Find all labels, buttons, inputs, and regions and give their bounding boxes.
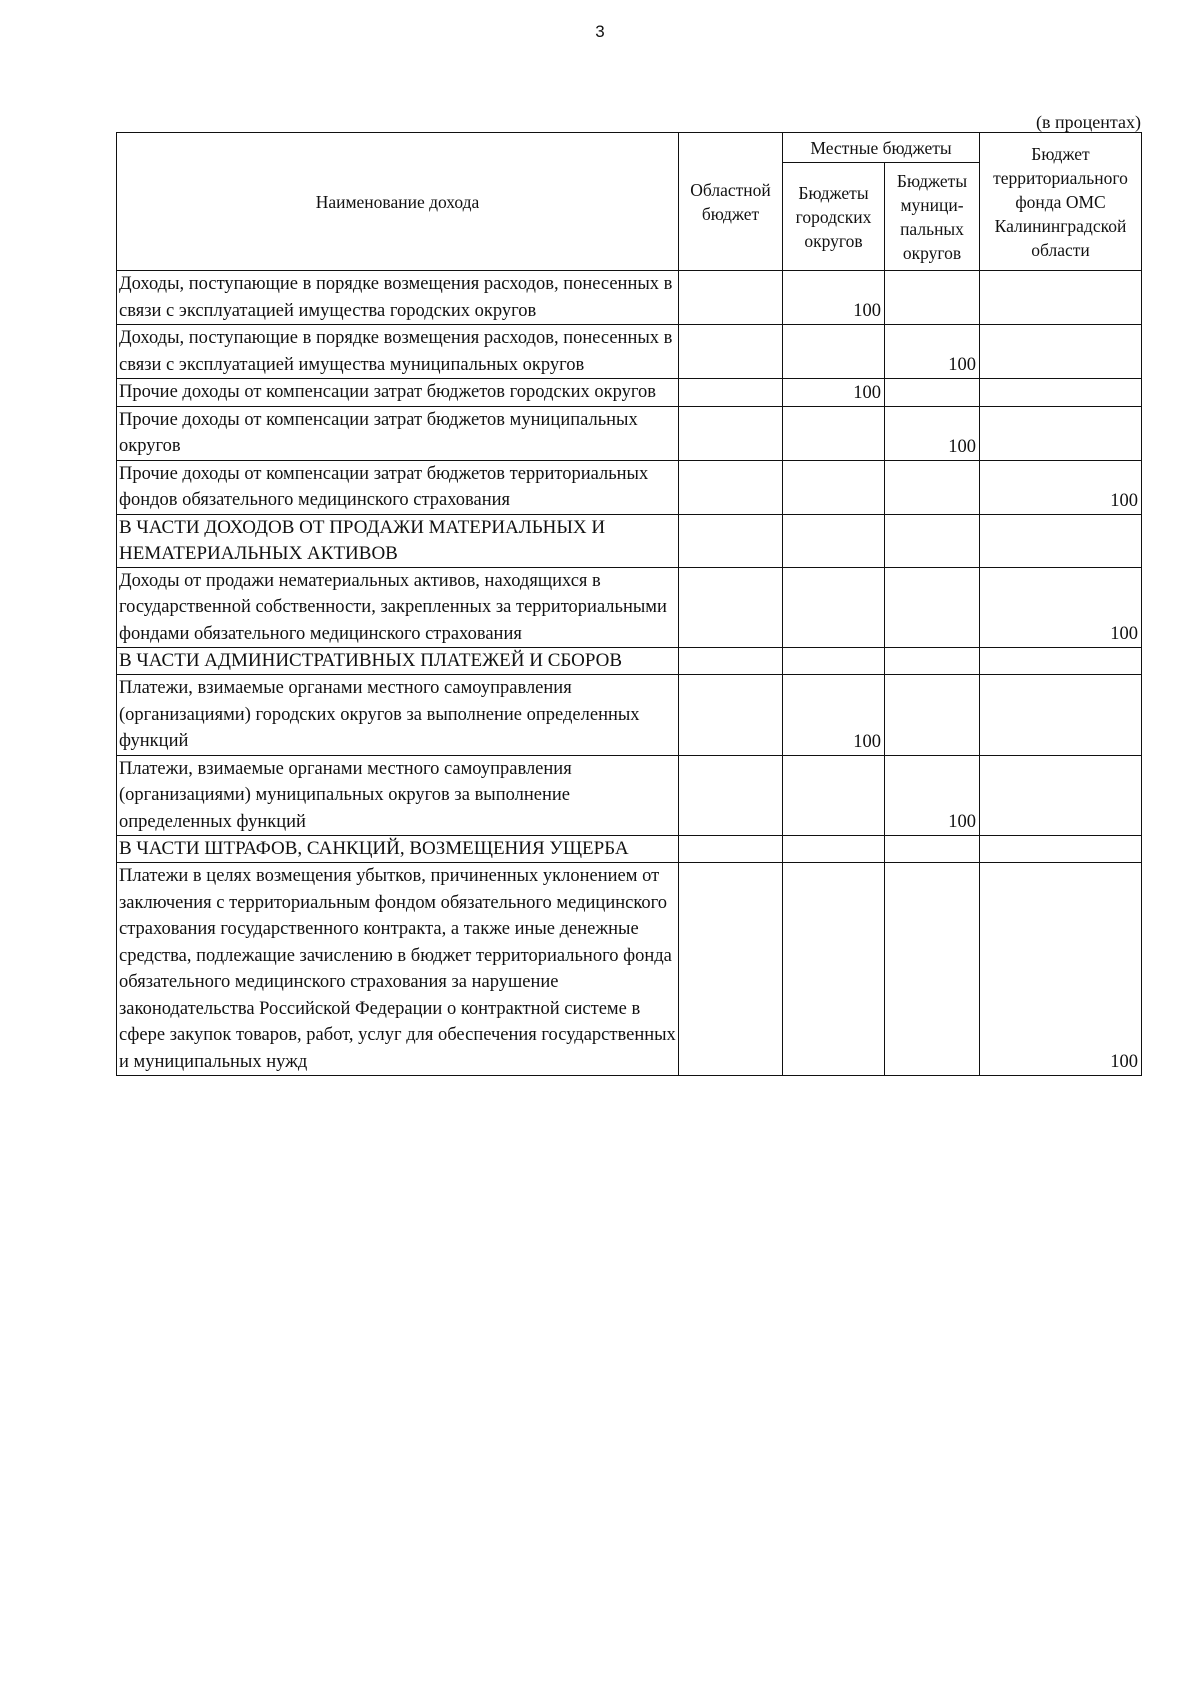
regional-cell (679, 836, 783, 863)
header-oms-fund: Бюджет территориального фонда ОМС Калининградской области (980, 133, 1142, 271)
revenue-name: Доходы, поступающие в порядке возмещения расходов, понесенных в связи с эксплуатацией имущества городских округов (117, 271, 679, 325)
section-row (117, 836, 1142, 863)
table-row (117, 271, 1142, 325)
municipal-cell (885, 675, 980, 756)
regional-cell (679, 406, 783, 460)
municipal-cell (885, 648, 980, 675)
page-number: 3 (595, 22, 605, 41)
oms-cell (980, 755, 1142, 836)
municipal-cell (885, 514, 980, 567)
section-title: В ЧАСТИ ДОХОДОВ ОТ ПРОДАЖИ МАТЕРИАЛЬНЫХ И НЕМАТЕРИАЛЬНЫХ АКТИВОВ (117, 514, 679, 567)
urban-cell: 100 (783, 271, 885, 325)
urban-cell (783, 863, 885, 1076)
oms-cell (980, 836, 1142, 863)
regional-cell (679, 271, 783, 325)
municipal-cell (885, 271, 980, 325)
oms-cell: 100 (980, 460, 1142, 514)
header-regional: Областной бюджет (679, 133, 783, 271)
table-body (117, 271, 1142, 1076)
oms-cell (980, 406, 1142, 460)
table-row (117, 325, 1142, 379)
table-row (117, 863, 1142, 1076)
regional-cell (679, 379, 783, 407)
urban-cell (783, 514, 885, 567)
municipal-cell (885, 836, 980, 863)
header-local-budgets: Местные бюджеты (783, 133, 980, 163)
header-urban-districts: Бюджеты городских округов (783, 163, 885, 271)
revenue-name: Прочие доходы от компенсации затрат бюджетов территориальных фондов обязательного медицинского страхования (117, 460, 679, 514)
table-row (117, 406, 1142, 460)
regional-cell (679, 755, 783, 836)
regional-cell (679, 863, 783, 1076)
units-note: (в процентах) (1036, 112, 1141, 132)
municipal-cell (885, 379, 980, 407)
table-row (117, 675, 1142, 756)
table-row (117, 567, 1142, 648)
revenue-name: Доходы, поступающие в порядке возмещения расходов, понесенных в связи с эксплуатацией имущества муниципальных округов (117, 325, 679, 379)
oms-cell (980, 325, 1142, 379)
table-row (117, 379, 1142, 407)
urban-cell (783, 325, 885, 379)
header-name: Наименование дохода (117, 133, 679, 271)
urban-cell (783, 755, 885, 836)
municipal-cell (885, 460, 980, 514)
section-row (117, 514, 1142, 567)
oms-cell: 100 (980, 567, 1142, 648)
section-title: В ЧАСТИ ШТРАФОВ, САНКЦИЙ, ВОЗМЕЩЕНИЯ УЩЕРБА (117, 836, 679, 863)
revenue-name: Платежи в целях возмещения убытков, причиненных уклонением от заключения с территориальным фондом обязательного медицинского страхования государственного контракта, а также иные денежные средства, подлежащие зачислению в бюджет территориального фонда обязательного медицинского страхования за нарушение законодательства Российской Федерации о контрактной системе в сфере закупок товаров, работ, услуг для обеспечения государственных и муниципальных нужд (117, 863, 679, 1076)
revenue-name: Прочие доходы от компенсации затрат бюджетов городских округов (117, 379, 679, 407)
municipal-cell (885, 863, 980, 1076)
revenue-name: Доходы от продажи нематериальных активов, находящихся в государственной собственности, закрепленных за территориальными фондами обязательного медицинского страхования (117, 567, 679, 648)
municipal-cell: 100 (885, 325, 980, 379)
table-row (117, 460, 1142, 514)
revenue-name: Платежи, взимаемые органами местного самоуправления (организациями) муниципальных округов за выполнение определенных функций (117, 755, 679, 836)
municipal-cell: 100 (885, 406, 980, 460)
oms-cell (980, 648, 1142, 675)
urban-cell: 100 (783, 379, 885, 407)
urban-cell (783, 460, 885, 514)
revenue-name: Прочие доходы от компенсации затрат бюджетов муниципальных округов (117, 406, 679, 460)
revenue-name: Платежи, взимаемые органами местного самоуправления (организациями) городских округов за выполнение определенных функций (117, 675, 679, 756)
section-row (117, 648, 1142, 675)
urban-cell: 100 (783, 675, 885, 756)
revenue-distribution-table (116, 132, 1142, 1076)
municipal-cell: 100 (885, 755, 980, 836)
regional-cell (679, 648, 783, 675)
oms-cell (980, 675, 1142, 756)
regional-cell (679, 460, 783, 514)
regional-cell (679, 514, 783, 567)
municipal-cell (885, 567, 980, 648)
urban-cell (783, 567, 885, 648)
table-header (117, 133, 1142, 271)
urban-cell (783, 648, 885, 675)
regional-cell (679, 675, 783, 756)
header-municipal-districts: Бюджеты муници-пальных округов (885, 163, 980, 271)
regional-cell (679, 325, 783, 379)
oms-cell (980, 271, 1142, 325)
oms-cell: 100 (980, 863, 1142, 1076)
section-title: В ЧАСТИ АДМИНИСТРАТИВНЫХ ПЛАТЕЖЕЙ И СБОРОВ (117, 648, 679, 675)
regional-cell (679, 567, 783, 648)
oms-cell (980, 379, 1142, 407)
urban-cell (783, 836, 885, 863)
table-row (117, 755, 1142, 836)
oms-cell (980, 514, 1142, 567)
urban-cell (783, 406, 885, 460)
